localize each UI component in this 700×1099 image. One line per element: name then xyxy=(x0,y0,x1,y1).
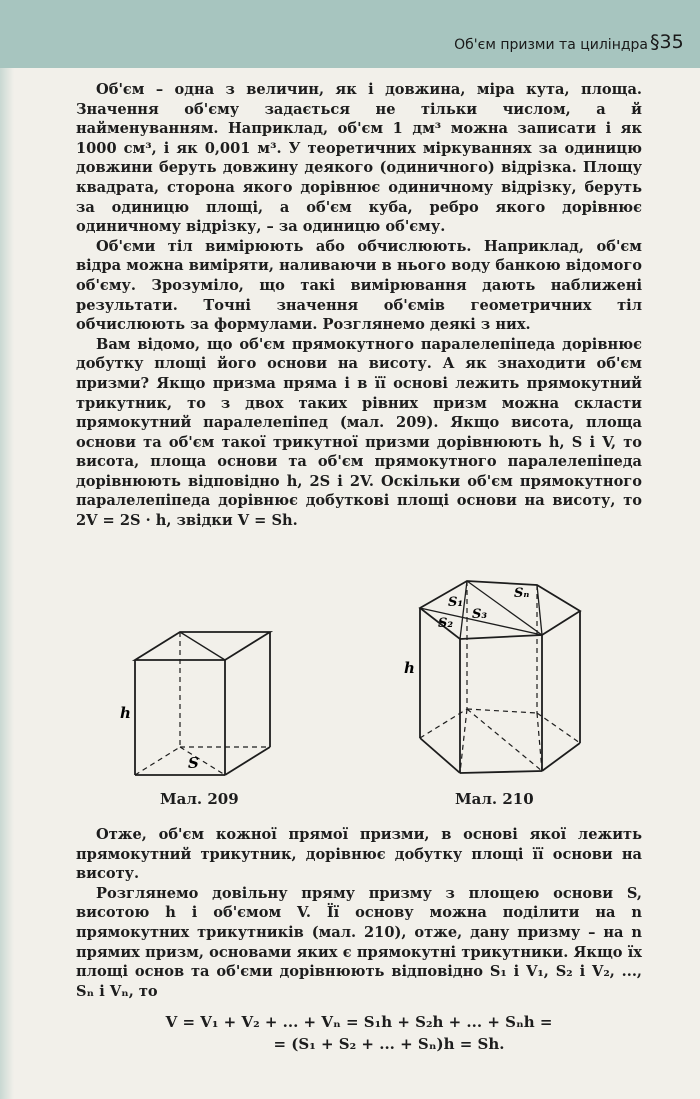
formula-line-1: V = V₁ + V₂ + ... + Vₙ = S₁h + S₂h + ... + Sₙh = xyxy=(165,1013,553,1031)
figure-210 xyxy=(402,573,592,788)
paragraph-arbitrary-prism: Розглянемо довільну пряму призму з площею основи S, висотою h і об'ємом V. Її основу можна поділити на n прямокутних трикутників (мал. 210), отже, дану призму – на n прямих призм, основами яких є прямокутні трикутники. Якщо їх площі основ та об'єми дорівнюють відповідно S₁ і V₁, S₂ і V₂, ..., Sₙ і Vₙ, то xyxy=(76,884,642,1000)
paragraph-conclusion: Отже, об'єм кожної прямої призми, в основі якої лежить прямокутний трикутник, дорівнює добутку площі її основи на висоту. xyxy=(76,826,642,883)
paragraph-volume-definition: Об'єм – одна з величин, як і довжина, міра кута, площа. Значення об'єму задається не тільки числом, а й найменуванням. Наприклад, об'єм 1 дм³ можна записати і як 1000 см³, і як 0,001 м³. У теоретичних міркуваннях за одиницю довжини беруть довжину деякого (одиничного) відрізка. Площу квадрата, сторона якого дорівнює одиничному відрізку, беруть за одиницю площі, а об'єм куба, ребро якого дорівнює одиничному відрізку, – за одиницю об'єму. xyxy=(76,81,642,236)
fig210-label-s1: S₁ xyxy=(448,595,464,610)
figure-209 xyxy=(110,620,290,790)
fig210-label-sn: Sₙ xyxy=(514,586,530,601)
fig210-label-h: h xyxy=(404,659,415,677)
fig210-label-s2: S₂ xyxy=(438,616,454,631)
page-header xyxy=(0,0,700,68)
figure-209-drawing xyxy=(110,620,290,790)
paragraph-prism-volume: Вам відомо, що об'єм прямокутного паралелепіпеда дорівнює добутку площі його основи на висоту. А як знаходити об'єм призми? Якщо призма пряма і в її основі лежить прямокутний трикутник, то з двох таких рівних призм можна скласти прямокутний паралелепіпед (мал. 209). Якщо висота, площа основи та об'єм такої трикутної призми дорівнюють h, S і V, то висота, площа основи та об'єм прямокутного паралелепіпеда дорівнюють відповідно h, 2S і 2V. Оскільки об'єм прямокутного паралелепіпеда дорівнює добуткові площі основи на висоту, то 2V = 2S · h, звідки V = Sh. xyxy=(76,335,642,530)
header-title: Об'єм призми та циліндра xyxy=(454,37,648,53)
fig209-label-s: S xyxy=(188,754,199,772)
figure-209-caption: Мал. 209 xyxy=(160,790,239,808)
body-text-top xyxy=(76,80,642,531)
fig209-label-h: h xyxy=(120,704,131,722)
page-edge-shade xyxy=(0,68,14,1099)
formula-line-2: = (S₁ + S₂ + ... + Sₙ)h = Sh. xyxy=(273,1035,505,1053)
figure-210-drawing xyxy=(402,573,592,788)
section-number: §35 xyxy=(650,31,684,53)
body-text-bottom xyxy=(76,825,642,1001)
figure-210-caption: Мал. 210 xyxy=(455,790,534,808)
paragraph-measuring-volume: Об'єми тіл вимірюють або обчислюють. Наприклад, об'єм відра можна виміряти, наливаючи в нього воду банкою відомого об'єму. Зрозуміло, що такі вимірювання дають наближені результати. Точні значення об'ємів геометричних тіл обчислюють за формулами. Розглянемо деякі з них. xyxy=(76,237,642,334)
fig210-label-s3: S₃ xyxy=(472,607,488,622)
